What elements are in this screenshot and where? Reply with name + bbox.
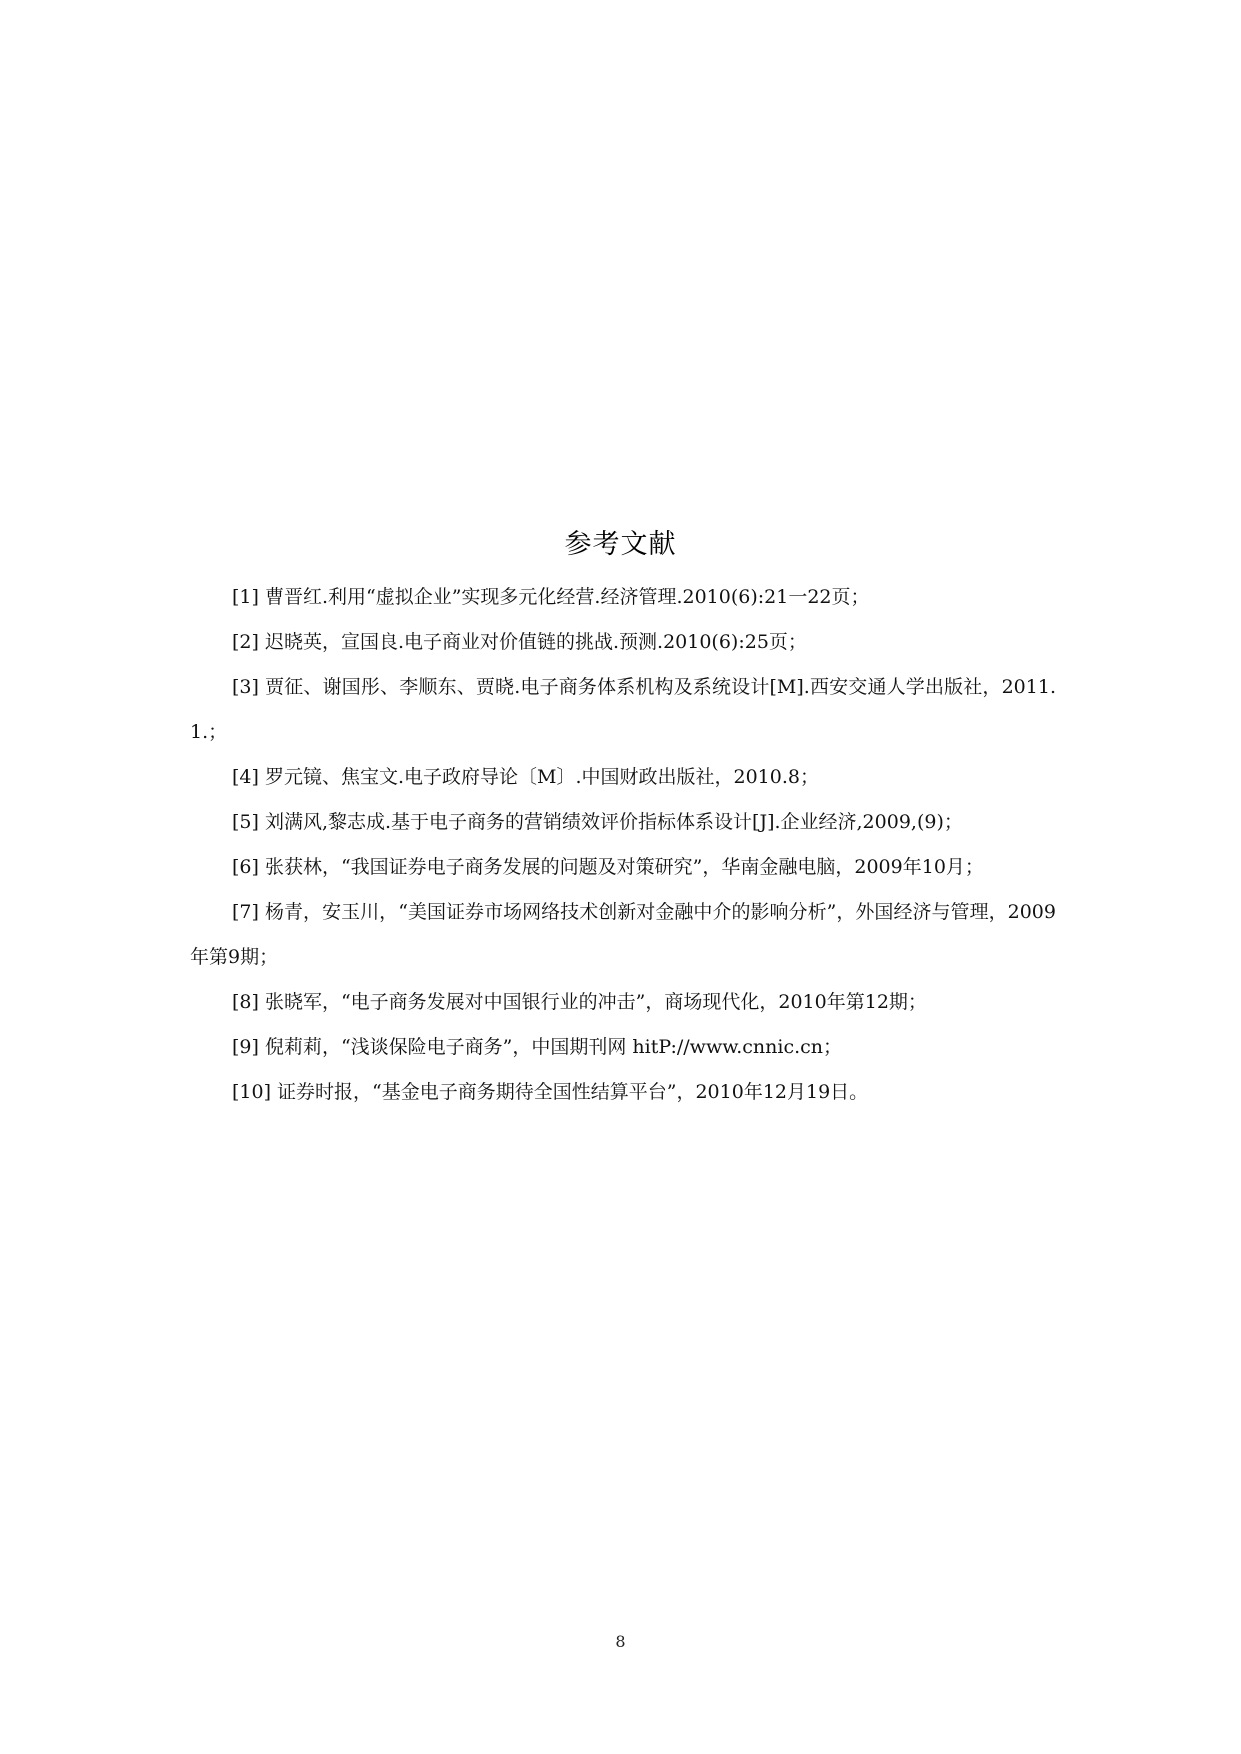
reference-item-2: [2] 迟晓英，宣国良.电子商业对价值链的挑战.预测.2010(6):25页； (232, 631, 807, 653)
page-title: 参考文献 (564, 529, 677, 560)
reference-item-3: [3] 贾征、谢国彤、李顺东、贾晓.电子商务体系机构及系统设计[M].西安交通人学出版社，2011.1.； (190, 676, 1056, 743)
reference-item-6: [6] 张获林，“我国证券电子商务发展的问题及对策研究”，华南金融电脑，2009年10月； (232, 856, 984, 878)
reference-item-1: [1] 曹晋红.利用“虚拟企业”实现多元化经营.经济管理.2010(6):21一22页； (232, 586, 870, 608)
reference-list (190, 575, 1056, 1115)
reference-item-5: [5] 刘满风,黎志成.基于电子商务的营销绩效评价指标体系设计[J].企业经济,2009,(9)； (232, 811, 963, 833)
reference-item-8: [8] 张晓军，“电子商务发展对中国银行业的冲击”，商场现代化，2010年第12期； (232, 991, 927, 1013)
reference-item-4: [4] 罗元镜、焦宝文.电子政府导论〔M〕.中国财政出版社，2010.8； (232, 766, 819, 788)
reference-item-7: [7] 杨青，安玉川，“美国证券市场网络技术创新对金融中介的影响分析”，外国经济与管理，2009年第9期； (190, 901, 1056, 968)
reference-item-10: [10] 证券时报，“基金电子商务期待全国性结算平台”，2010年12月19日。 (232, 1081, 869, 1103)
reference-item-9: [9] 倪莉莉，“浅谈保险电子商务”，中国期刊网 hitP://www.cnnic.cn； (232, 1036, 843, 1058)
page-number: 8 (615, 1632, 626, 1651)
